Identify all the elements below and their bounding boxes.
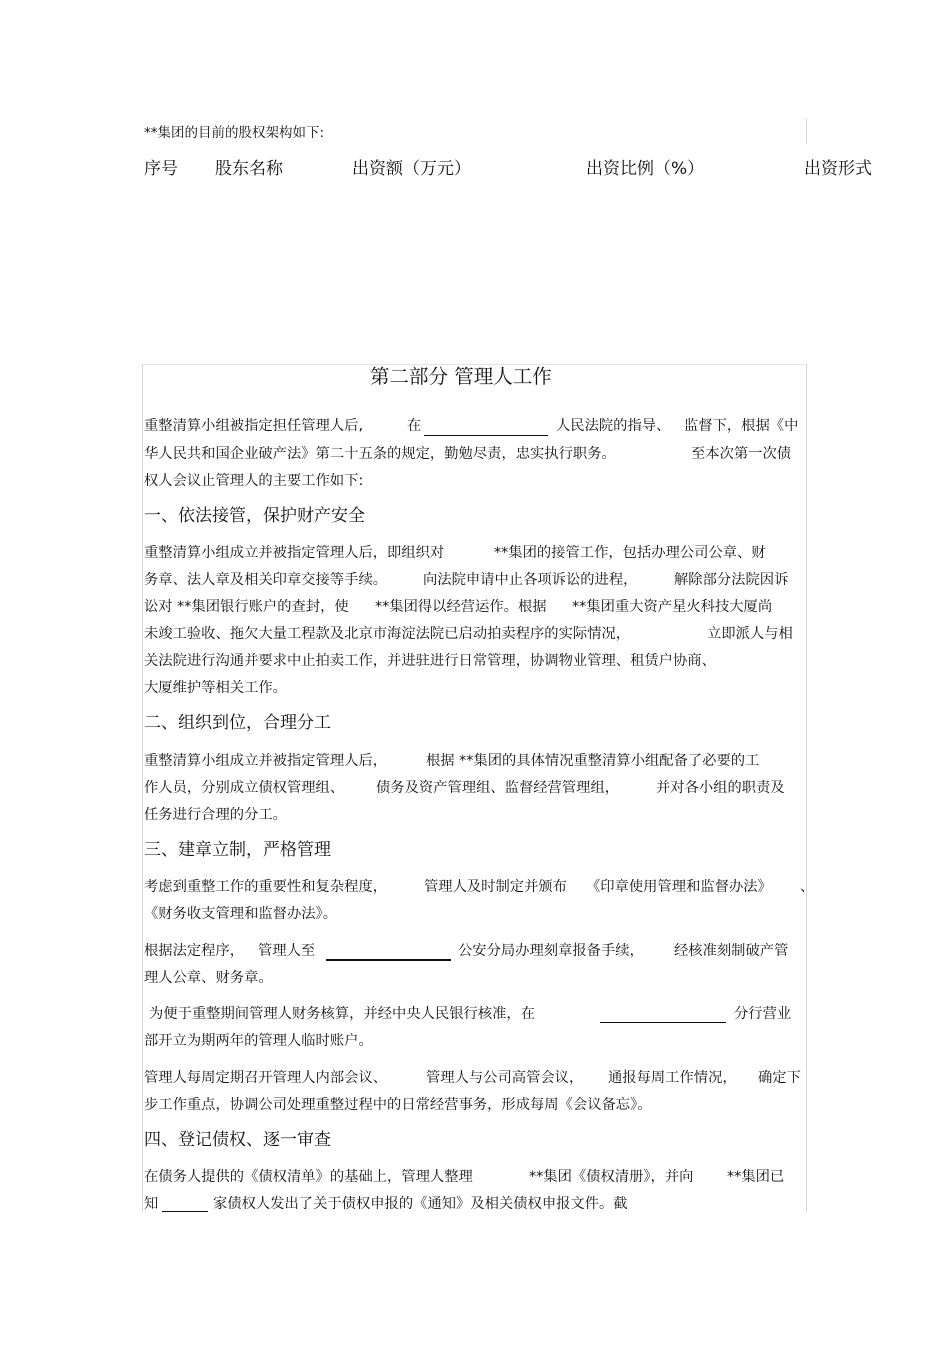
text-line: 分行营业 <box>734 1006 792 1022</box>
text-line: 关法院进行沟通并要求中止拍卖工作，并进驻进行日常管理，协调物业管理、租赁户协商、 <box>144 653 716 669</box>
text-line: 根据法定程序， <box>144 943 245 959</box>
text-line: 为便于重整期间管理人财务核算，并经中央人民银行核准，在 <box>149 1006 536 1022</box>
text-line: 知 <box>144 1196 159 1212</box>
blank-court-name <box>424 435 548 436</box>
frame-line-right-top <box>806 118 807 144</box>
text-line: 管理人每周定期召开管理人内部会议、 <box>144 1070 388 1086</box>
text-line: 监督下，根据《中 <box>684 418 799 434</box>
col-header-shareholder: 股东名称 <box>215 159 283 179</box>
text-line: 大厦维护等相关工作。 <box>144 680 287 696</box>
text-line: 确定下 <box>758 1070 801 1086</box>
col-header-amount: 出资额（万元） <box>352 159 471 179</box>
equity-note: **集团的目前的股权架构如下: <box>144 125 325 141</box>
section-2-heading: 二、组织到位，合理分工 <box>144 713 331 733</box>
text-line: 公安分局办理刻章报备手续， <box>458 943 644 959</box>
text-line: 向法院申请中止各项诉讼的进程， <box>423 572 638 588</box>
text-line: 根据 **集团的具体情况重整清算小组配备了必要的工 <box>426 753 760 769</box>
section-3-heading: 三、建章立制，严格管理 <box>144 840 331 860</box>
text-line: 部开立为期两年的管理人临时账户。 <box>144 1033 373 1049</box>
text-line: **集团重大资产星火科技大厦尚 <box>572 599 773 615</box>
text-line: 重整清算小组被指定担任管理人后, <box>144 418 363 434</box>
text-line: **集团得以经营运作。根据 <box>375 599 547 615</box>
text-line: 在债务人提供的《债权清单》的基础上，管理人整理 <box>144 1169 473 1185</box>
text-line: **集团《债权清册》，并向 <box>529 1169 694 1185</box>
text-line: 考虑到重整工作的重要性和复杂程度， <box>144 879 388 895</box>
text-line: 债务及资产管理组、监督经营管理组， <box>376 780 620 796</box>
text-line: 未竣工验收、拖欠大量工程款及北京市海淀法院已启动拍卖程序的实际情况， <box>144 626 631 642</box>
text-line: 《财务收支管理和监督办法》。 <box>144 906 338 922</box>
section-1-heading: 一、依法接管，保护财产安全 <box>144 506 365 526</box>
text-line: 重整清算小组成立并被指定管理人后，即组织对 <box>144 545 445 561</box>
section-4-heading: 四、登记债权、逐一审查 <box>144 1130 331 1150</box>
text-line: 《印章使用管理和监督办法》 <box>586 879 772 895</box>
text-line: 并对各小组的职责及 <box>656 780 785 796</box>
col-header-ratio: 出资比例（%） <box>586 159 705 179</box>
text-line: **集团已 <box>727 1169 785 1185</box>
text-line: 通报每周工作情况， <box>608 1070 737 1086</box>
frame-line-right-part2 <box>806 364 807 1212</box>
part-two-title: 第二部分 管理人工作 <box>370 365 552 388</box>
text-line: 管理人与公司高管会议， <box>426 1070 584 1086</box>
text-line: 至本次第一次债 <box>691 446 792 462</box>
blank-creditor-count <box>162 1211 208 1212</box>
text-line: 步工作重点，协调公司处理重整过程中的日常经营事务，形成每周《会议备忘》。 <box>144 1097 652 1113</box>
col-header-index: 序号 <box>144 159 178 179</box>
text-line: 在 <box>407 418 422 434</box>
col-header-form: 出资形式 <box>804 159 872 179</box>
text-line: 务章、法人章及相关印章交接等手续。 <box>144 572 388 588</box>
text-line: 讼对 **集团银行账户的查封，使 <box>144 599 349 615</box>
frame-line-left-part2 <box>142 364 143 1212</box>
text-line: 管理人至 <box>258 943 316 959</box>
text-line: 作人员，分别成立债权管理组、 <box>144 780 345 796</box>
text-line: **集团的接管工作，包括办理公司公章、财 <box>494 545 766 561</box>
text-line: 人民法院的指导、 <box>556 418 671 434</box>
text-line: 家债权人发出了关于债权申报的《通知》及相关债权申报文件。截 <box>213 1196 628 1212</box>
text-line: 任务进行合理的分工。 <box>144 807 287 823</box>
text-line: 华人民共和国企业破产法》第二十五条的规定，勤勉尽责，忠实执行职务。 <box>144 446 616 462</box>
text-line: 权人会议止管理人的主要工作如下: <box>144 473 364 489</box>
text-line: 管理人及时制定并颁布 <box>424 879 567 895</box>
text-line: 理人公章、财务章。 <box>144 970 273 986</box>
blank-police-bureau <box>326 959 451 961</box>
text-line: 经核准刻制破产管 <box>674 943 789 959</box>
text-line: 立即派人与相 <box>707 626 793 642</box>
text-line: 解除部分法院因诉 <box>674 572 789 588</box>
text-line: 重整清算小组成立并被指定管理人后， <box>144 753 388 769</box>
blank-bank-branch <box>600 1022 726 1023</box>
text-line: 、 <box>800 879 815 895</box>
